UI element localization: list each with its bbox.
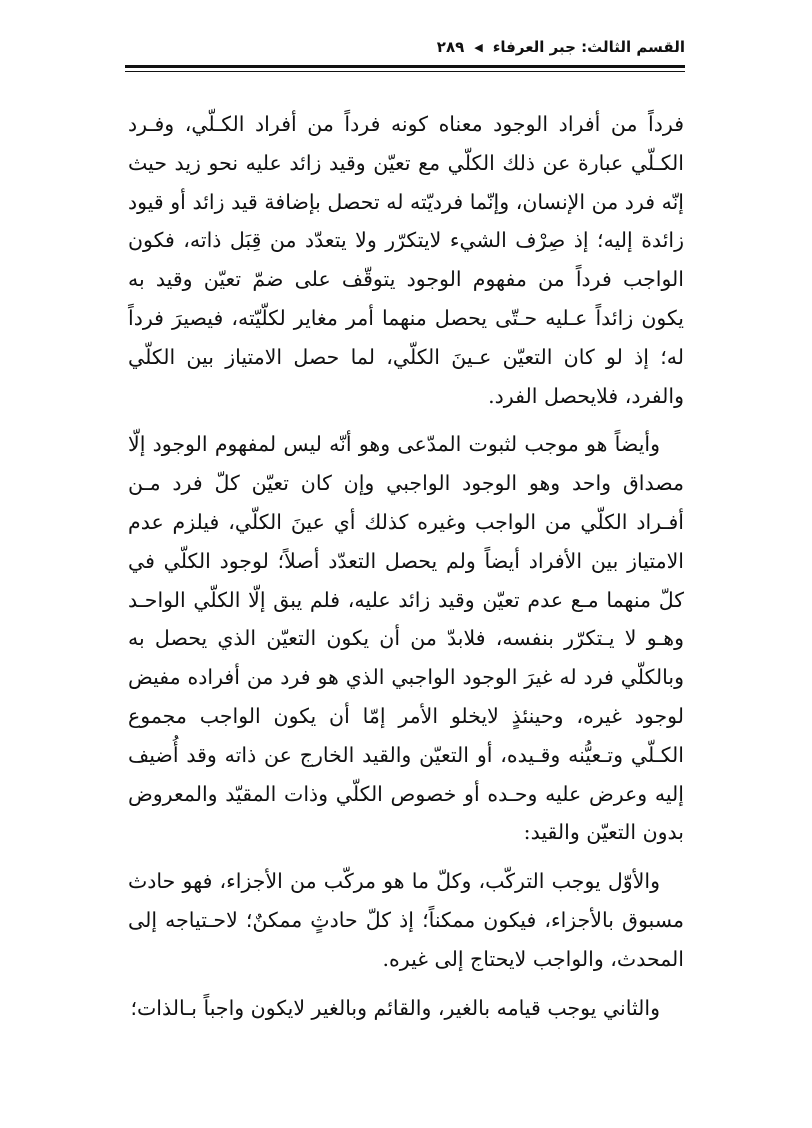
body-text [128, 105, 684, 1027]
paragraph: وأيضاً هو موجب لثبوت المدّعى وهو أنّه ليس لمفهوم الوجود إلّا مصداق واحد وهو الوجود الواجبي وإن كان تعيّن كلّ فرد مـن أفـراد الكلّي من الواجب وغيره كذلك أي عينَ الكلّي، فيلزم عدم الامتياز بين الأفراد أيضاً ولم يحصل التعدّد أصلاً؛ لوجود الكلّي في كلّ منهما مـع عدم تعيّن وقيد زائد عليه، فلم يبق إلّا الكلّي الواحـد وهـو لا يـتكرّر بنفسه، فلابدّ من أن يكون التعيّن الذي يحصل به وبالكلّي فرد له غيرَ الوجود الواجبي الذي هو فرد من أفراده مفيض لوجود غيره، وحينئذٍ لايخلو الأمر إمّا أن يكون الواجب مجموع الكـلّي وتـعيُّنه وقـيده، أو التعيّن والقيد الخارج عن ذاته وقد أُضيف إليه وعرض عليه وحـده أو خصوص الكلّي وذات المقيّد والمعروض بدون التعيّن والقيد: [128, 432, 684, 845]
arrow-left-icon: ◀ [474, 40, 483, 54]
section-title: القسم الثالث: جبر العرفاء [492, 38, 685, 56]
paragraph: والأوّل يوجب التركّب، وكلّ ما هو مركّب من الأجزاء، فهو حادث مسبوق بالأجزاء، فيكون ممكناً؛ إذ كلّ حادثٍ ممكنٌ؛ لاحـتياجه إلى المحدث، والواجب لايحتاج إلى غيره. [128, 869, 684, 971]
paragraph: فرداً من أفراد الوجود معناه كونه فرداً من أفراد الكـلّي، وفـرد الكـلّي عبارة عن ذلك الكلّي مع تعيّن وقيد زائد عليه نحو زيد حيث إنّه فرد من الإنسان، وإنّما فرديّته له تحصل بإضافة قيد زائد أو قيود زائدة إليه؛ إذ صِرْف الشيء لايتكرّر ولا يتعدّد من قِبَل ذاته، فكون الواجب فرداً من مفهوم الوجود يتوقّف على ضمّ تعيّن وقيد به يكون زائداً عـليه حـتّى يحصل منهما أمر مغاير لكلّيّته، فيصيرَ فرداً له؛ إذ لو كان التعيّن عـينَ الكلّي، لما حصل الامتياز بين الكلّي والفرد، فلايحصل الفرد. [128, 112, 684, 408]
page-number: ٢٨٩ [436, 38, 465, 56]
running-header [125, 34, 685, 60]
header-rule-thin [125, 71, 685, 72]
header-rule-thick [125, 65, 685, 68]
paragraph: والثاني يوجب قيامه بالغير، والقائم وبالغير لايكون واجباً بـالذات؛ [130, 995, 660, 1020]
